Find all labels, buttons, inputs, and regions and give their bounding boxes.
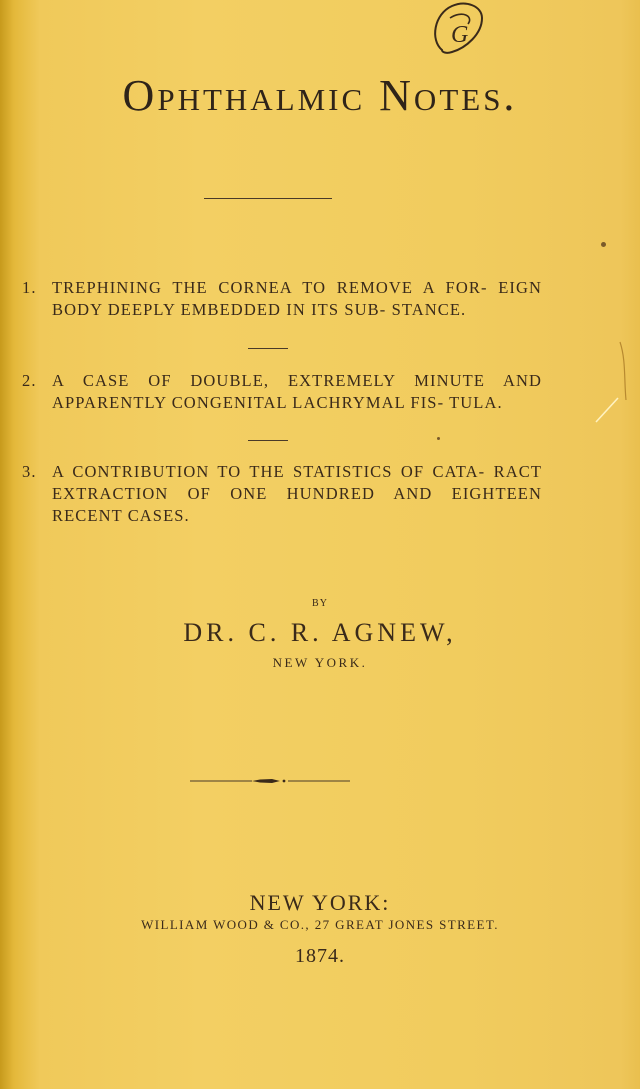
- item-number: 3.: [22, 462, 37, 481]
- item-divider: [248, 348, 288, 349]
- paper-blemish: [437, 437, 440, 440]
- title-divider: [204, 198, 332, 199]
- list-item: [22, 370, 622, 440]
- list-item: [22, 461, 622, 531]
- paper-blemish: [601, 242, 606, 247]
- item-text: A CASE OF DOUBLE, EXTREMELY MINUTE AND APPARENTLY CONGENITAL LACHRYMAL FIS- TULA.: [52, 371, 542, 412]
- stamp-letter: G: [451, 22, 469, 48]
- item-divider: [248, 440, 288, 441]
- item-number: 1.: [22, 278, 37, 297]
- paper-scratch: [590, 340, 630, 430]
- publisher-line: WILLIAM WOOD & CO., 27 GREAT JONES STREET.: [141, 917, 499, 932]
- item-text: TREPHINING THE CORNEA TO REMOVE A FOR- EIGN BODY DEEPLY EMBEDDED IN ITS SUB- STANCE.: [52, 278, 542, 319]
- author-location: NEW YORK.: [272, 655, 368, 670]
- page-title: Ophthalmic Notes.: [122, 71, 518, 120]
- library-stamp-icon: [422, 0, 492, 56]
- item-number: 2.: [22, 371, 37, 390]
- author-name: DR. C. R. AGNEW,: [183, 618, 457, 647]
- byline-by: BY: [312, 598, 328, 609]
- publication-place: NEW YORK:: [249, 890, 391, 915]
- publication-year: 1874.: [295, 945, 345, 967]
- ornament-divider-icon: [190, 776, 350, 786]
- list-item: [22, 277, 622, 347]
- item-text: A CONTRIBUTION TO THE STATISTICS OF CATA- RACT EXTRACTION OF ONE HUNDRED AND EIGHTEEN RECENT CASES.: [52, 462, 542, 525]
